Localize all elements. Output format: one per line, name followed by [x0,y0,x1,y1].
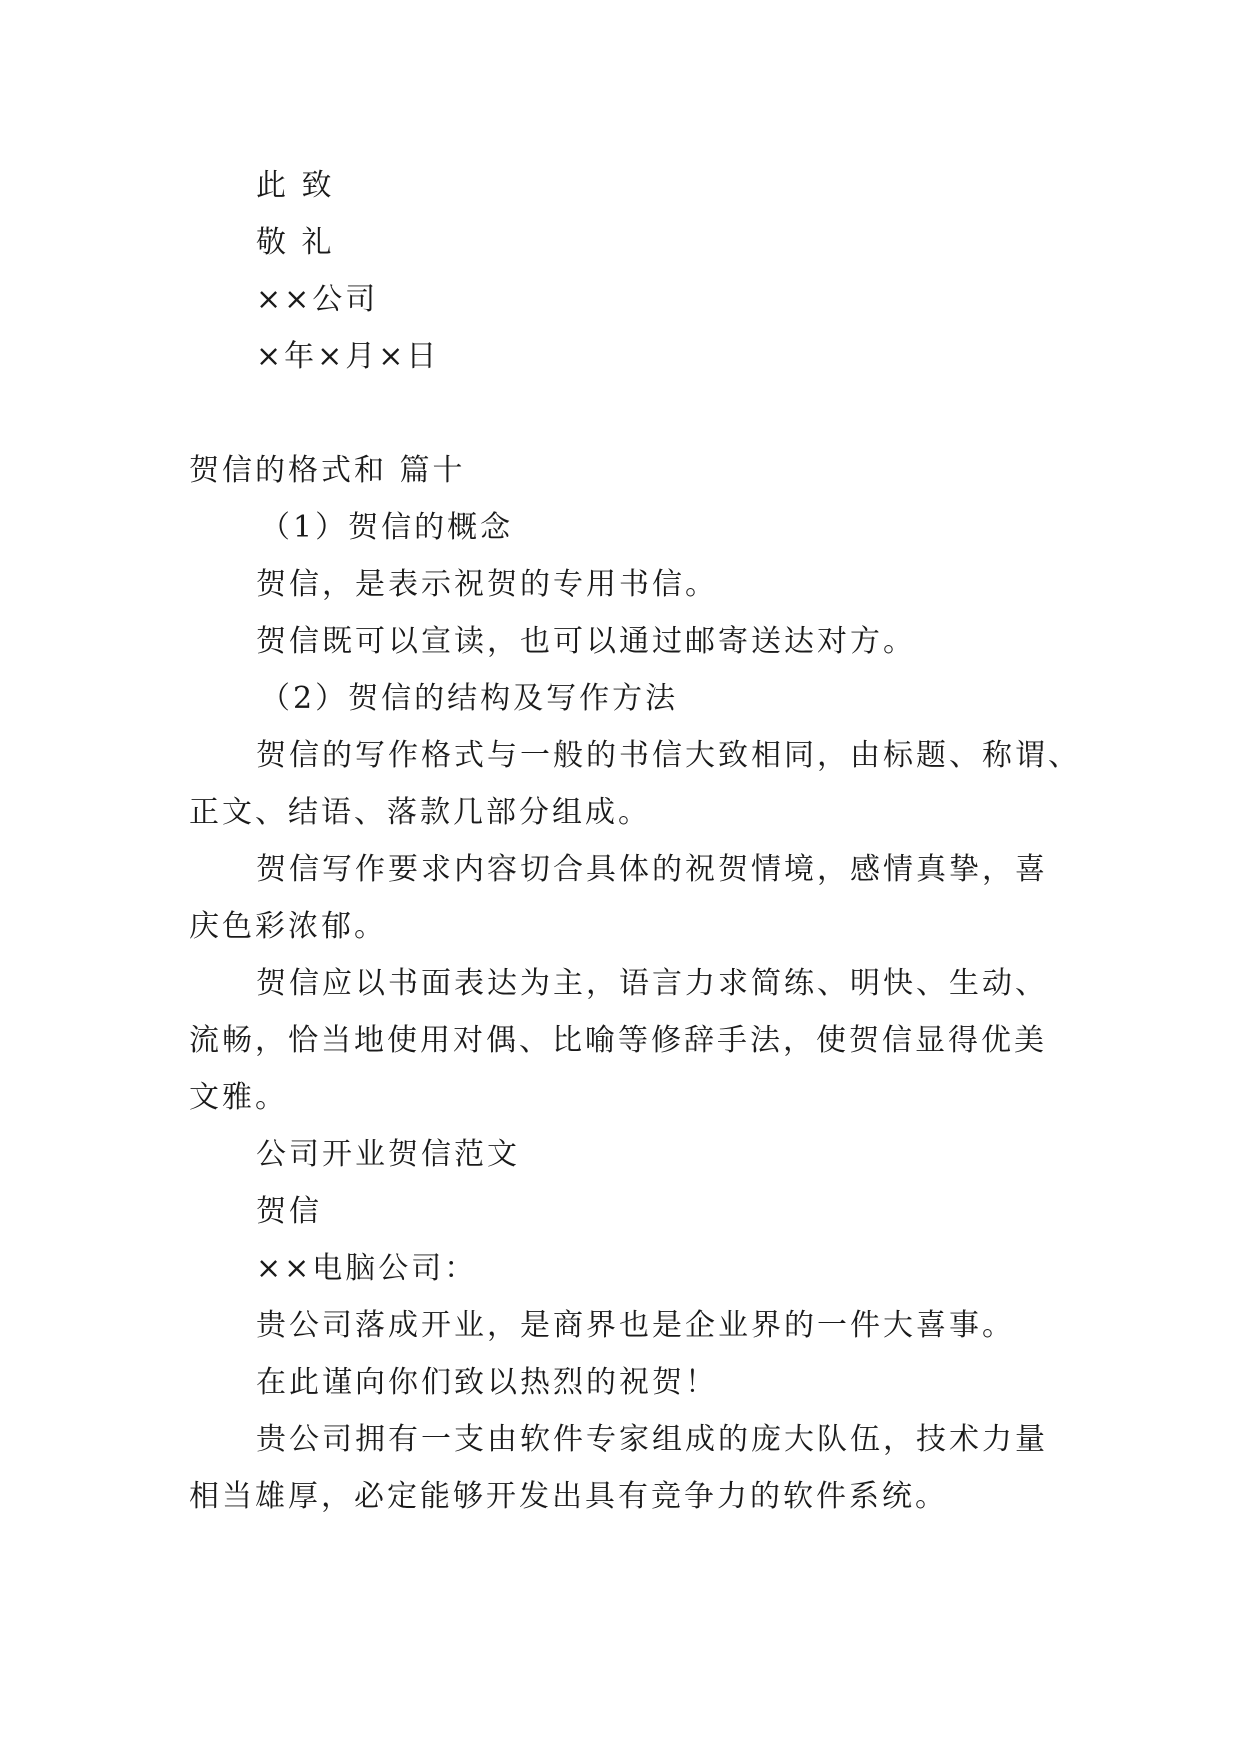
paragraph: 贺信既可以宣读，也可以通过邮寄送达对方。 [256,624,916,659]
closing-jingli: 敬 礼 [256,225,335,260]
sample-salutation: ××电脑公司： [256,1251,478,1286]
sample-heading: 贺信 [256,1194,322,1229]
paragraph: 在此谨向你们致以热烈的祝贺！ [256,1365,718,1400]
paragraph-line: 贵公司拥有一支由软件专家组成的庞大队伍，技术力量 [256,1422,1048,1457]
subheading-concept: （1）贺信的概念 [260,510,514,545]
sample-title: 公司开业贺信范文 [256,1137,520,1172]
paragraph-line: 文雅。 [189,1080,288,1115]
closing-cizhi: 此 致 [256,168,335,203]
paragraph-line: 相当雄厚，必定能够开发出具有竞争力的软件系统。 [189,1479,948,1514]
subheading-structure: （2）贺信的结构及写作方法 [260,681,679,716]
paragraph: 贺信，是表示祝贺的专用书信。 [256,567,718,602]
paragraph-line: 贺信写作要求内容切合具体的祝贺情境，感情真挚，喜 [256,852,1048,887]
paragraph-line: 正文、结语、落款几部分组成。 [189,795,651,830]
paragraph-line: 流畅，恰当地使用对偶、比喻等修辞手法，使贺信显得优美 [189,1023,1047,1058]
closing-sender: ××公司 [256,282,379,317]
section-heading: 贺信的格式和 篇十 [189,453,466,488]
paragraph-line: 贺信应以书面表达为主，语言力求简练、明快、生动、 [256,966,1048,1001]
paragraph-line: 庆色彩浓郁。 [189,909,387,944]
paragraph: 贵公司落成开业，是商界也是企业界的一件大喜事。 [256,1308,1015,1343]
closing-date: ×年×月×日 [256,339,440,374]
paragraph-line: 贺信的写作格式与一般的书信大致相同，由标题、称谓、 [256,738,1081,773]
